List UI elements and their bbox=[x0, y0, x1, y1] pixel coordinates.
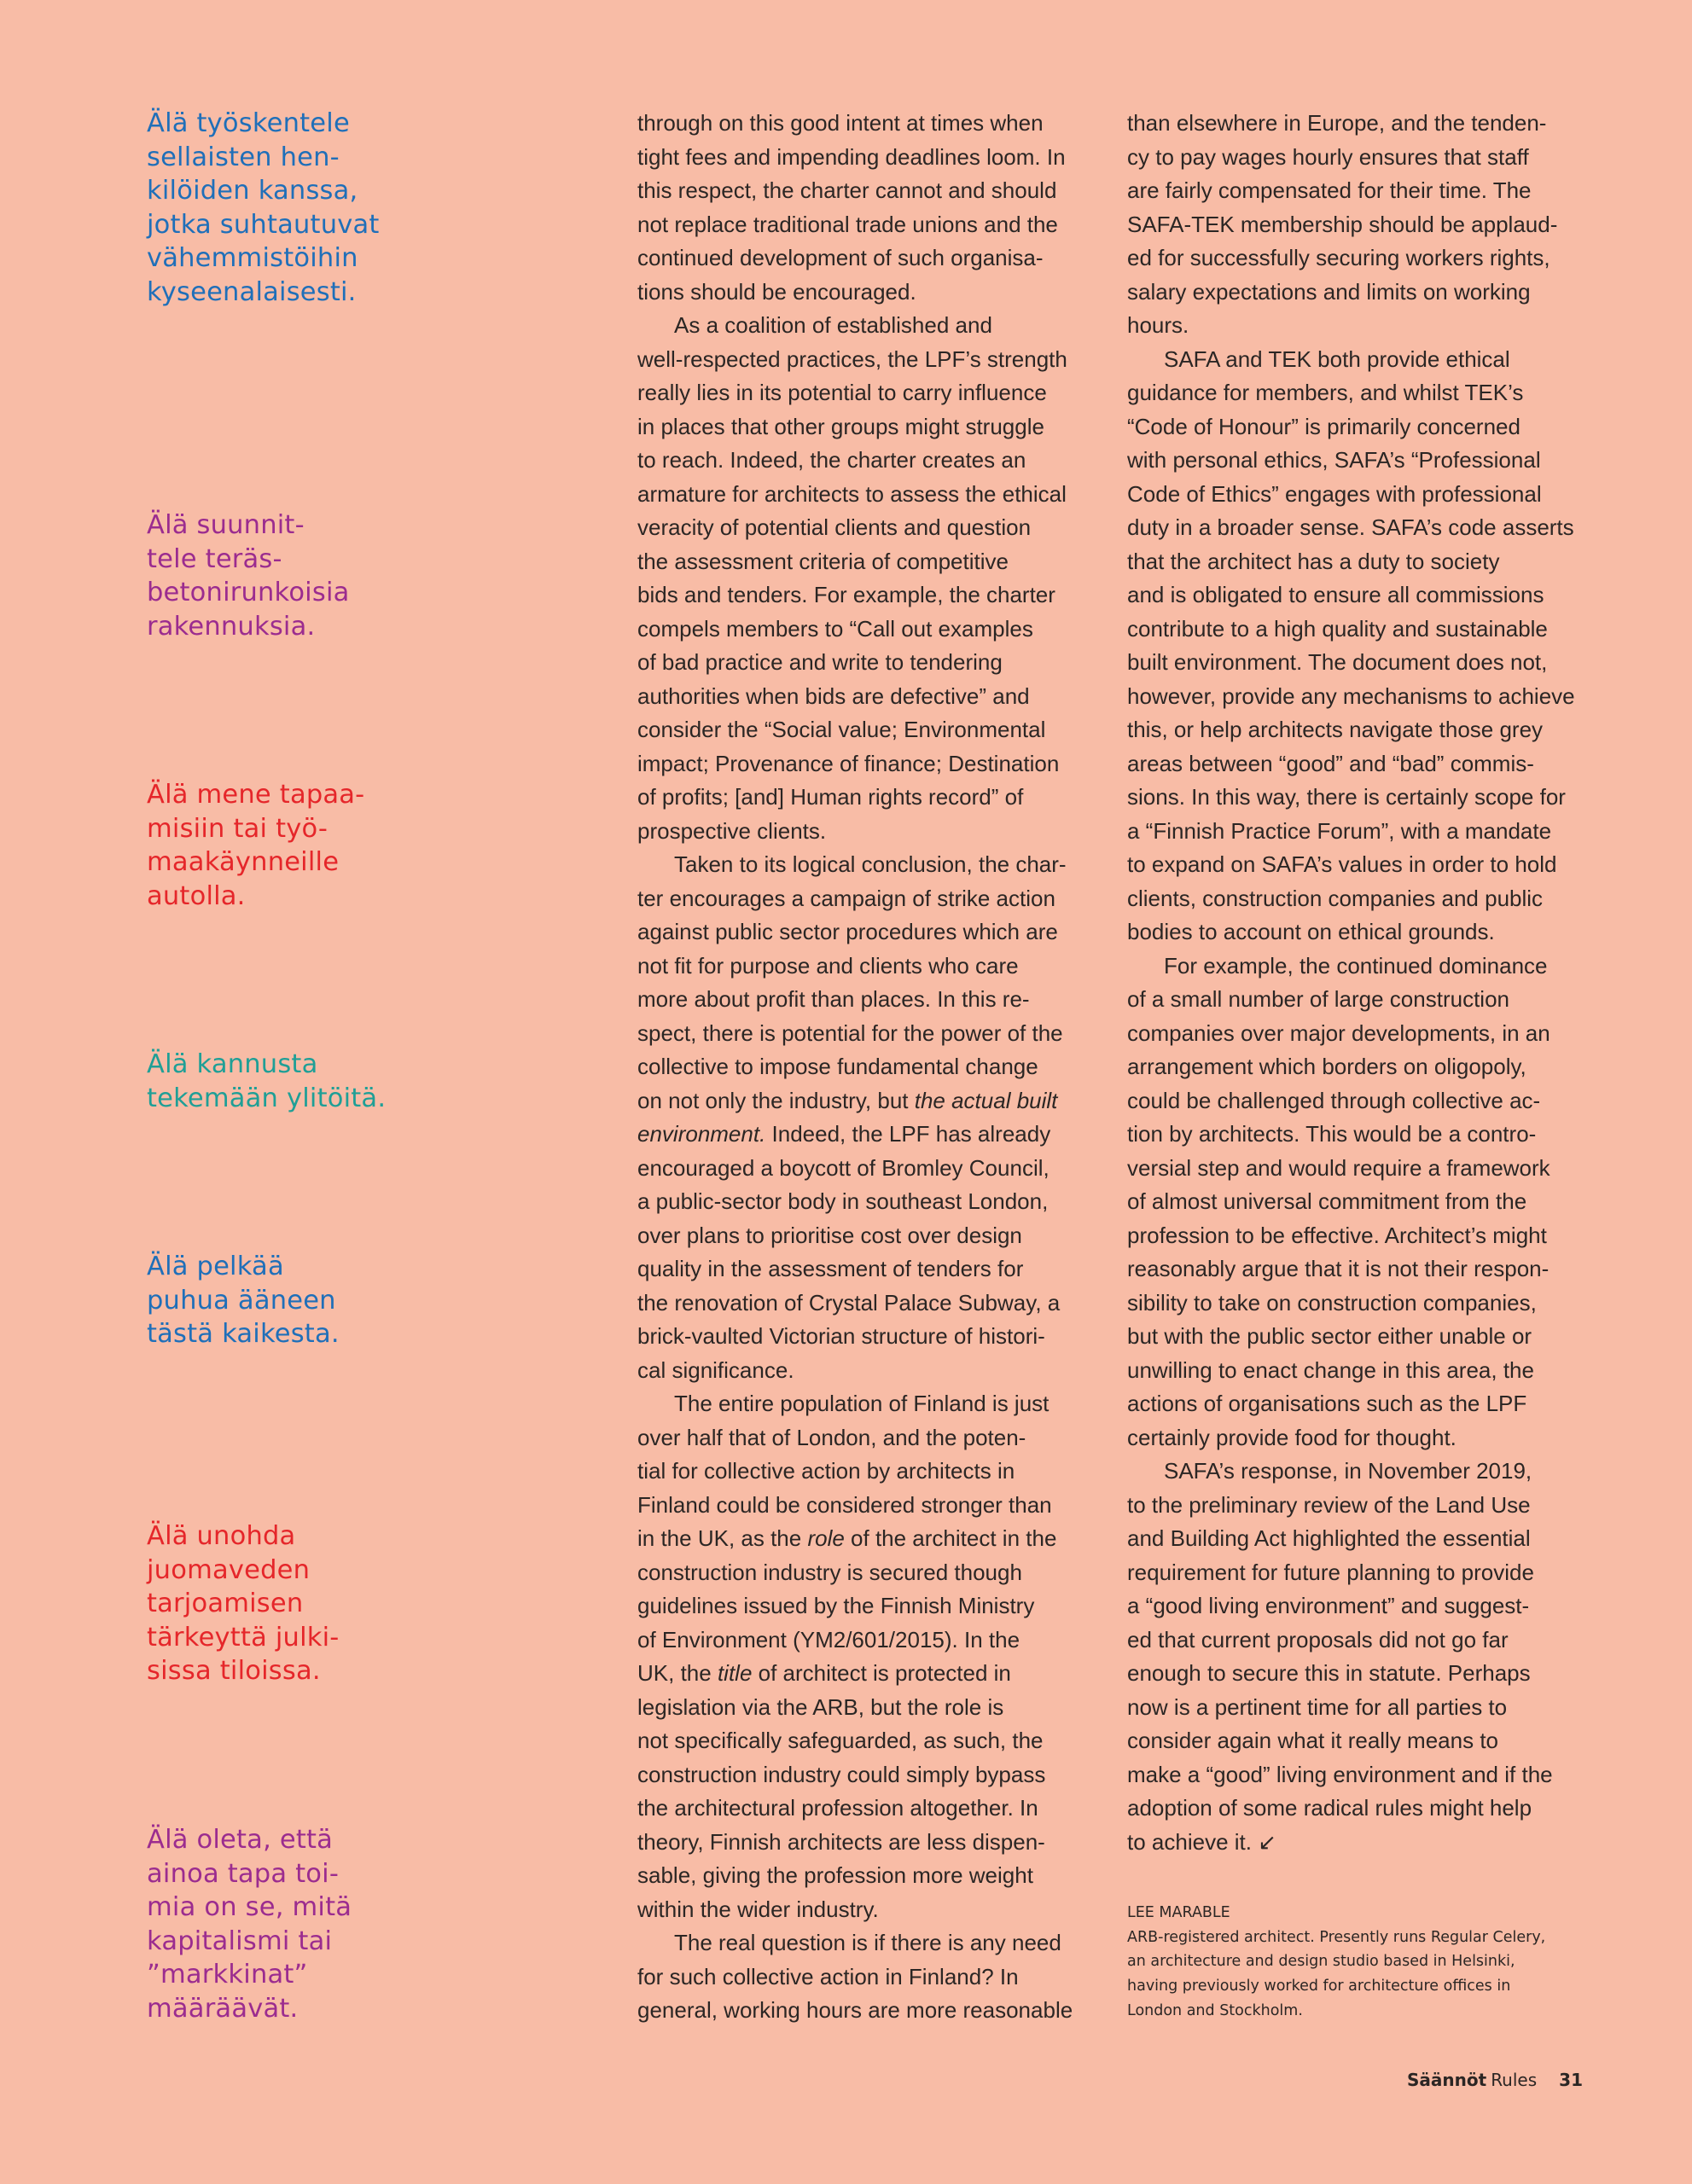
bio-line: London and Stockholm. bbox=[1127, 2001, 1303, 2019]
text-line: not specifically safeguarded, as such, the bbox=[637, 1728, 1044, 1753]
section-title-english: Rules bbox=[1491, 2070, 1538, 2090]
text-line: but with the public sector either unable or bbox=[1127, 1323, 1532, 1349]
rule-7: Älä oleta, että ainoa tapa toi- mia on se, mitä kapitalismi tai ”markkinat” määräävät. bbox=[147, 1825, 352, 2024]
text-line: environment. Indeed, the LPF has already bbox=[637, 1121, 1051, 1147]
text-line: continued development of such organisa- bbox=[637, 245, 1044, 270]
text-line: spect, there is potential for the power of the bbox=[637, 1019, 1063, 1046]
text-line: well-respected practices, the LPF’s strength bbox=[637, 346, 1067, 372]
italic-emphasis: role bbox=[807, 1525, 845, 1551]
page-number: 31 bbox=[1559, 2070, 1583, 2090]
text-line: impact; Provenance of finance; Destination bbox=[637, 750, 1060, 776]
bio-line: an architecture and design studio based in Helsinki, bbox=[1127, 1953, 1515, 1971]
text-line: and is obligated to ensure all commissions bbox=[1127, 582, 1544, 607]
text-line: really lies in its potential to carry influence bbox=[637, 380, 1047, 405]
article-column-2 bbox=[1127, 107, 1588, 1859]
text-line: within the wider industry. bbox=[637, 1896, 879, 1922]
text-line: to the preliminary review of the Land Use bbox=[1127, 1491, 1531, 1518]
text-line: make a “good” living environment and if the bbox=[1127, 1761, 1553, 1787]
text-line: the assessment criteria of competitive bbox=[637, 548, 1009, 574]
text-line: SAFA and TEK both provide ethical bbox=[1164, 346, 1510, 372]
text-line: not replace traditional trade unions and the bbox=[637, 211, 1058, 237]
text-line: “Code of Honour” is primarily concerned bbox=[1127, 413, 1520, 439]
rule-4: Älä kannusta tekemään ylitöitä. bbox=[147, 1049, 387, 1113]
text-line: through on this good intent at times when bbox=[637, 110, 1044, 136]
text-line: against public sector procedures which are bbox=[637, 919, 1058, 944]
text-line: Finland could be considered stronger than bbox=[637, 1491, 1052, 1518]
text-line: hours. bbox=[1127, 312, 1189, 338]
text-line: prospective clients. bbox=[637, 817, 827, 844]
rule-1: Älä työskentele sellaisten hen- kilöiden kanssa, jotka suhtautuvat vähemmistöihin kyseenalaisesti. bbox=[147, 108, 380, 307]
rule-5: Älä pelkää puhua ääneen tästä kaikesta. bbox=[147, 1252, 340, 1349]
text-line: a “good living environment” and suggest- bbox=[1127, 1593, 1530, 1618]
text-line: authorities when bids are defective” and bbox=[637, 682, 1030, 709]
text-line: theory, Finnish architects are less dispen- bbox=[637, 1828, 1045, 1855]
text-line: SAFA-TEK membership should be applaud- bbox=[1127, 211, 1558, 237]
text-line: ed that current proposals did not go far bbox=[1127, 1626, 1509, 1653]
text-line: quality in the assessment of tenders for bbox=[637, 1256, 1024, 1281]
text-line: of Environment (YM2/601/2015). In the bbox=[637, 1626, 1020, 1653]
text-line: duty in a broader sense. SAFA’s code asserts bbox=[1127, 514, 1574, 540]
text-line: to reach. Indeed, the charter creates an bbox=[637, 447, 1026, 473]
text-line: enough to secure this in statute. Perhaps bbox=[1127, 1660, 1531, 1686]
text-line: salary expectations and limits on working bbox=[1127, 278, 1531, 305]
text-line: over plans to prioritise cost over design bbox=[637, 1222, 1022, 1248]
text-line: versial step and would require a framework bbox=[1127, 1154, 1550, 1181]
bio-line: ARB-registered architect. Presently runs Regular Celery, bbox=[1127, 1928, 1546, 1946]
text-line: ter encourages a campaign of strike action bbox=[637, 885, 1055, 911]
text-line: are fairly compensated for their time. The bbox=[1127, 177, 1532, 203]
bio-line: having previously worked for architecture offices in bbox=[1127, 1978, 1511, 1995]
text-line: profession to be effective. Architect’s might bbox=[1127, 1222, 1547, 1248]
text-line: bodies to account on ethical grounds. bbox=[1127, 919, 1495, 944]
text-line: requirement for future planning to provide bbox=[1127, 1559, 1534, 1585]
text-line: and Building Act highlighted the essential bbox=[1127, 1525, 1531, 1551]
text-line: in places that other groups might struggle bbox=[637, 413, 1044, 439]
text-line: sions. In this way, there is certainly scope for bbox=[1127, 784, 1566, 810]
text-line: general, working hours are more reasonable bbox=[637, 1997, 1073, 2023]
text-line: now is a pertinent time for all parties to bbox=[1127, 1693, 1508, 1720]
text-line: arrangement which borders on oligopoly, bbox=[1127, 1054, 1526, 1079]
text-line: armature for architects to assess the ethical bbox=[637, 480, 1067, 507]
italic-emphasis: title bbox=[717, 1660, 753, 1686]
italic-emphasis: the actual built bbox=[914, 1087, 1058, 1113]
text-line: Taken to its logical conclusion, the char- bbox=[674, 851, 1067, 877]
text-line: areas between “good” and “bad” commis- bbox=[1127, 750, 1534, 776]
text-line: As a coalition of established and bbox=[674, 312, 992, 338]
text-line: cy to pay wages hourly ensures that staff bbox=[1127, 143, 1529, 170]
text-line: of profits; [and] Human rights record” of bbox=[637, 784, 1024, 810]
text-line: sibility to take on construction companies, bbox=[1127, 1289, 1537, 1316]
text-line: over half that of London, and the poten- bbox=[637, 1424, 1026, 1450]
text-line: clients, construction companies and public bbox=[1127, 885, 1544, 911]
text-line: on not only the industry, but the actual built bbox=[637, 1087, 1058, 1113]
text-line: veracity of potential clients and question bbox=[637, 514, 1032, 540]
text-line: reasonably argue that it is not their respon- bbox=[1127, 1256, 1550, 1281]
text-line: this, or help architects navigate those grey bbox=[1127, 717, 1544, 742]
text-line: this respect, the charter cannot and should bbox=[637, 177, 1057, 203]
text-line: contribute to a high quality and sustainable bbox=[1127, 615, 1548, 642]
rule-3: Älä mene tapaa- misiin tai työ- maakäynneille autolla. bbox=[147, 780, 365, 911]
text-line: the renovation of Crystal Palace Subway, a bbox=[637, 1289, 1061, 1316]
text-line: to expand on SAFA’s values in order to hold bbox=[1127, 851, 1557, 877]
text-line: more about profit than places. In this re- bbox=[637, 986, 1030, 1012]
author-bio bbox=[1127, 1901, 1605, 2024]
text-line: encouraged a boycott of Bromley Council, bbox=[637, 1154, 1050, 1181]
text-line: bids and tenders. For example, the charter bbox=[637, 582, 1055, 607]
text-line: compels members to “Call out examples bbox=[637, 615, 1033, 642]
text-line: to achieve it. ↙ bbox=[1127, 1828, 1276, 1855]
text-line: construction industry is secured though bbox=[637, 1559, 1022, 1585]
article-column-1 bbox=[637, 107, 1098, 2028]
author-name: LEE MARABLE bbox=[1127, 1904, 1230, 1921]
text-line: actions of organisations such as the LPF bbox=[1127, 1391, 1527, 1416]
text-line: brick-vaulted Victorian structure of histori- bbox=[637, 1323, 1045, 1349]
rule-6: Älä unohda juomaveden tarjoamisen tärkeyttä julki- sissa tiloissa. bbox=[147, 1521, 340, 1686]
text-line: certainly provide food for thought. bbox=[1127, 1424, 1457, 1450]
text-line: consider again what it really means to bbox=[1127, 1728, 1499, 1753]
text-line: built environment. The document does not, bbox=[1127, 649, 1548, 675]
text-line: The real question is if there is any need bbox=[674, 1930, 1061, 1955]
text-line: unwilling to enact change in this area, the bbox=[1127, 1356, 1534, 1383]
text-line: tion by architects. This would be a contro- bbox=[1127, 1121, 1537, 1147]
text-line: a “Finnish Practice Forum”, with a mandate bbox=[1127, 817, 1552, 844]
text-line: UK, the title of architect is protected in bbox=[637, 1660, 1011, 1686]
text-line: with personal ethics, SAFA’s “Professional bbox=[1127, 447, 1541, 473]
text-line: a public-sector body in southeast London, bbox=[637, 1188, 1049, 1214]
text-line: tight fees and impending deadlines loom. In bbox=[637, 143, 1066, 170]
text-line: collective to impose fundamental change bbox=[637, 1054, 1038, 1079]
text-line: guidelines issued by the Finnish Ministry bbox=[637, 1593, 1035, 1618]
text-line: The entire population of Finland is just bbox=[674, 1391, 1050, 1416]
text-line: consider the “Social value; Environmental bbox=[637, 717, 1046, 742]
text-line: SAFA’s response, in November 2019, bbox=[1164, 1458, 1532, 1484]
text-line: that the architect has a duty to society bbox=[1127, 548, 1500, 574]
text-line: adoption of some radical rules might help bbox=[1127, 1795, 1532, 1821]
text-line: Code of Ethics” engages with professional bbox=[1127, 480, 1542, 507]
italic-emphasis: environment. bbox=[637, 1121, 766, 1147]
text-line: tial for collective action by architects in bbox=[637, 1458, 1015, 1484]
page-folio bbox=[1407, 2068, 1583, 2092]
text-line: however, provide any mechanisms to achieve bbox=[1127, 682, 1575, 709]
text-line: than elsewhere in Europe, and the tenden- bbox=[1127, 110, 1547, 136]
text-line: of a small number of large construction bbox=[1127, 986, 1509, 1012]
text-line: ed for successfully securing workers rights, bbox=[1127, 245, 1550, 270]
text-line: in the UK, as the role of the architect in the bbox=[637, 1525, 1057, 1551]
text-line: construction industry could simply bypass bbox=[637, 1761, 1046, 1787]
text-line: could be challenged through collective ac- bbox=[1127, 1087, 1541, 1113]
text-line: of bad practice and write to tendering bbox=[637, 649, 1003, 675]
text-line: for such collective action in Finland? In bbox=[637, 1963, 1019, 1989]
text-line: For example, the continued dominance bbox=[1164, 952, 1548, 979]
text-line: guidance for members, and whilst TEK’s bbox=[1127, 380, 1524, 405]
text-line: legislation via the ARB, but the role is bbox=[637, 1693, 1004, 1720]
section-title-finnish: Säännöt bbox=[1407, 2070, 1487, 2090]
rule-2: Älä suunnit- tele teräs- betonirunkoisia rakennuksia. bbox=[147, 510, 350, 642]
text-line: tions should be encouraged. bbox=[637, 278, 916, 305]
text-line: sable, giving the profession more weight bbox=[637, 1862, 1033, 1888]
text-line: companies over major developments, in an bbox=[1127, 1019, 1550, 1046]
text-line: cal significance. bbox=[637, 1356, 794, 1383]
text-line: of almost universal commitment from the bbox=[1127, 1188, 1527, 1214]
text-line: the architectural profession altogether. In bbox=[637, 1795, 1038, 1821]
text-line: not fit for purpose and clients who care bbox=[637, 952, 1019, 979]
